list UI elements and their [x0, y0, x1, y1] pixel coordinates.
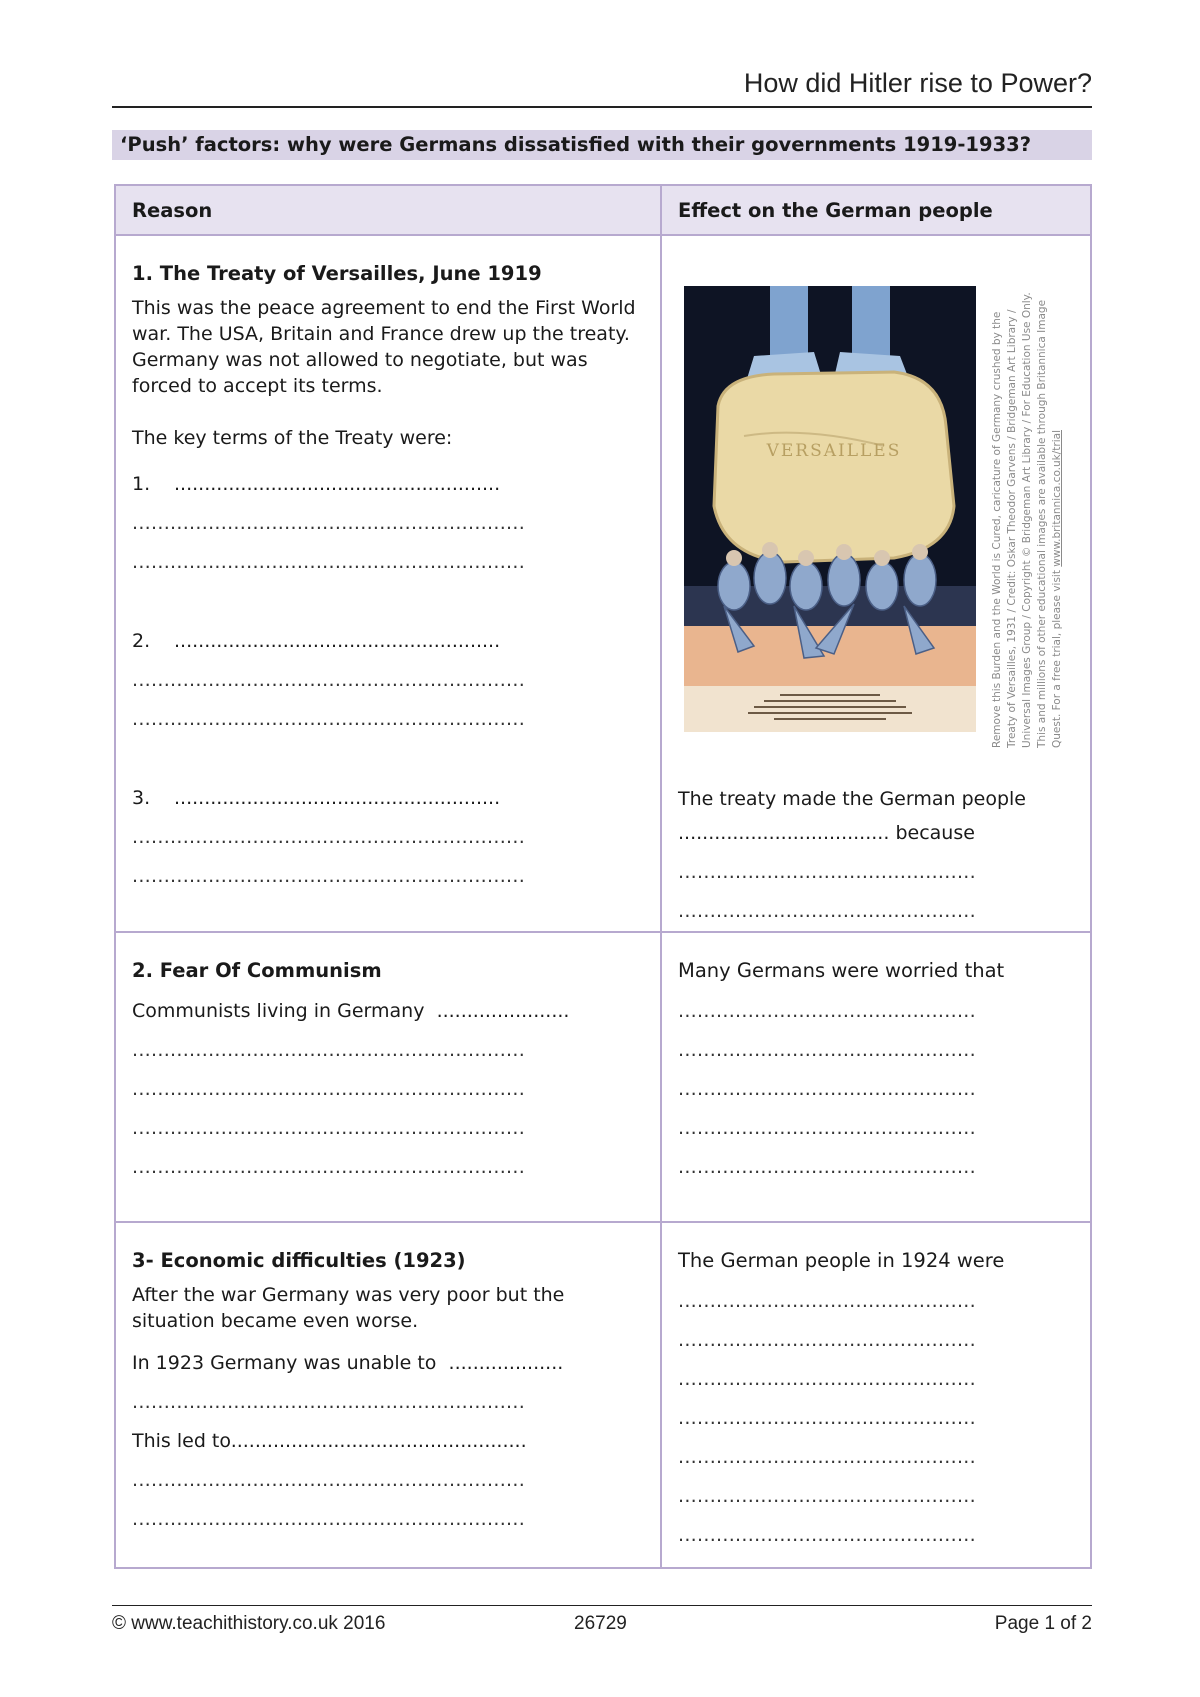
answer-line[interactable]: ...............................................: [678, 900, 976, 922]
answer-line[interactable]: ...............................................: [678, 1407, 976, 1429]
page-footer: [112, 1605, 1092, 1642]
answer-line[interactable]: ..............................................................: [132, 1508, 526, 1530]
reason-text: This was the peace agreement to end the First World war. The USA, Britain and France drew up the treaty. Germany was not allowed to negotiate, but was forced to accept its terms.: [132, 297, 636, 397]
answer-line[interactable]: ...............................................: [678, 861, 976, 883]
effect-prompt: The treaty made the German people: [678, 788, 1026, 810]
answer-line[interactable]: ..............................................................: [132, 865, 526, 887]
answer-line[interactable]: ..............................................................: [132, 1078, 526, 1100]
answer-line[interactable]: [132, 1344, 646, 1383]
answer-line[interactable]: ..............................................................: [132, 669, 526, 691]
footer-page-number: Page 1 of 2: [994, 1613, 1092, 1634]
reason-title: 2. Fear Of Communism: [132, 959, 382, 982]
answer-line[interactable]: [132, 992, 646, 1031]
table-row: [115, 932, 1091, 1222]
image-credit: [990, 278, 1063, 748]
answer-line[interactable]: ..............................................................: [132, 1156, 526, 1178]
dotted-line: ...................................: [678, 822, 890, 844]
poster-figure: [678, 262, 1076, 758]
dotted-line: .................................................: [230, 1430, 527, 1452]
reason-title: 3- Economic difficulties (1923): [132, 1249, 466, 1272]
dotted-line: ......................................................: [174, 473, 501, 495]
dotted-line: ......................................................: [174, 630, 501, 652]
reason-cell-communism: [115, 932, 661, 1222]
answer-line[interactable]: ...............................................: [678, 1524, 976, 1546]
answer-lead: In 1923 Germany was unable to: [132, 1352, 437, 1374]
answer-line[interactable]: ...............................................: [678, 1000, 976, 1022]
answer-line[interactable]: ..............................................................: [132, 708, 526, 730]
dotted-line: ...................: [448, 1352, 564, 1374]
effect-cell-communism: [661, 932, 1091, 1222]
versailles-poster-image: [684, 286, 976, 732]
answer-line[interactable]: ..............................................................: [132, 826, 526, 848]
term-number: 1.: [132, 473, 151, 495]
term-number: 2.: [132, 630, 151, 652]
image-credit-text: Remove this Burden and the World is Cured, caricature of Germany crushed by the Treaty of Versailles, 1931 / Credit: Oskar Theodor Garvens / Bridgeman Art Library / Universal Images Group / Copyright © Bridgeman Art Library / For Education Use Only. This and millions of other educational images are available through Britannica Image Quest. For a free trial, please visit: [991, 292, 1063, 748]
dotted-line: ......................: [436, 1000, 570, 1022]
answer-line[interactable]: ..............................................................: [132, 1117, 526, 1139]
footer-code: 26729: [574, 1613, 627, 1634]
page-title: How did Hitler rise to Power?: [112, 68, 1092, 108]
poster-rock-text: VERSAILLES: [766, 441, 902, 461]
answer-line[interactable]: ...............................................: [678, 1329, 976, 1351]
answer-line[interactable]: ...............................................: [678, 1156, 976, 1178]
term-number: 3.: [132, 787, 151, 809]
header-reason: Reason: [115, 185, 661, 235]
reason-cell-versailles: [115, 235, 661, 932]
effect-cell-versailles: [661, 235, 1091, 932]
section-heading: ‘Push’ factors: why were Germans dissatisfied with their governments 1919-1933?: [112, 130, 1092, 160]
effect-prompt: The German people in 1924 were: [678, 1249, 1005, 1272]
answer-line[interactable]: ..............................................................: [132, 1469, 526, 1491]
answer-line[interactable]: ..............................................................: [132, 1039, 526, 1061]
reason-text: After the war Germany was very poor but the situation became even worse.: [132, 1284, 565, 1332]
table-row: [115, 235, 1091, 932]
header-effect: Effect on the German people: [661, 185, 1091, 235]
dotted-line: ......................................................: [174, 787, 501, 809]
answer-line[interactable]: ...............................................: [678, 1290, 976, 1312]
answer-line[interactable]: ...............................................: [678, 1446, 976, 1468]
answer-lead: Communists living in Germany: [132, 1000, 425, 1022]
answer-line[interactable]: ...............................................: [678, 1485, 976, 1507]
answer-line[interactable]: [678, 814, 1076, 853]
answer-lead: This led to: [132, 1430, 231, 1452]
table-row: [115, 1222, 1091, 1568]
because-label: because: [895, 822, 975, 844]
answer-line[interactable]: [132, 779, 646, 818]
table-header-row: [115, 185, 1091, 235]
answer-line[interactable]: [132, 1422, 646, 1461]
answer-line[interactable]: ..............................................................: [132, 512, 526, 534]
effect-cell-economic: [661, 1222, 1091, 1568]
answer-line[interactable]: ..............................................................: [132, 551, 526, 573]
poster-illustration: [684, 286, 976, 732]
worksheet-table: [114, 184, 1092, 1569]
effect-prompt: Many Germans were worried that: [678, 959, 1005, 982]
answer-line[interactable]: [132, 465, 646, 504]
reason-text: The key terms of the Treaty were:: [132, 427, 453, 449]
footer-copyright: © www.teachithistory.co.uk 2016: [112, 1613, 386, 1634]
answer-line[interactable]: ...............................................: [678, 1078, 976, 1100]
answer-line[interactable]: ...............................................: [678, 1039, 976, 1061]
answer-line[interactable]: ..............................................................: [132, 1391, 526, 1413]
reason-cell-economic: [115, 1222, 661, 1568]
answer-line[interactable]: [132, 622, 646, 661]
reason-title: 1. The Treaty of Versailles, June 1919: [132, 262, 542, 285]
answer-line[interactable]: ...............................................: [678, 1368, 976, 1390]
answer-line[interactable]: ...............................................: [678, 1117, 976, 1139]
image-credit-link[interactable]: www.britannica.co.uk/trial: [1051, 430, 1063, 567]
